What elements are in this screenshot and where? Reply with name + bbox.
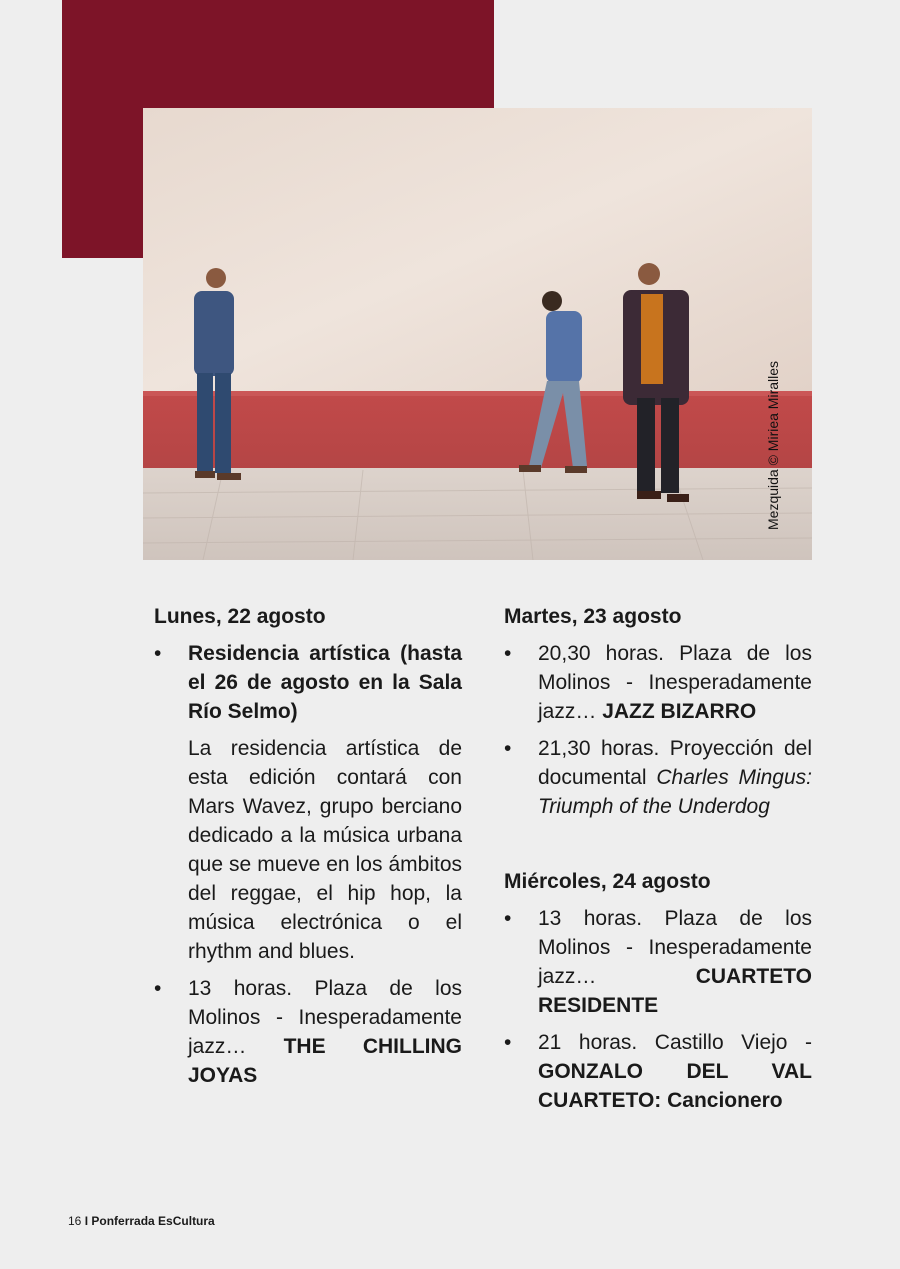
- event-text: 20,30 horas. Plaza de los Molinos - Inesperadamente jazz…: [538, 642, 812, 723]
- list-item: [504, 904, 812, 1020]
- bullet-icon: •: [504, 907, 512, 930]
- list-item: [154, 974, 462, 1090]
- publication-name: I Ponferrada EsCultura: [84, 1214, 215, 1228]
- event-title: Residencia artística (hasta el 26 de agosto en la Sala Río Selmo): [188, 642, 462, 723]
- list-item: [504, 1028, 812, 1115]
- event-text: 13 horas. Plaza de los Molinos - Inesperadamente jazz…: [188, 977, 462, 1058]
- page-number: 16: [68, 1214, 82, 1228]
- band-photo: [143, 108, 812, 560]
- bullet-icon: •: [154, 642, 162, 665]
- list-item: [504, 639, 812, 726]
- column-monday: [154, 602, 462, 1098]
- bullet-icon: •: [504, 642, 512, 665]
- bullet-icon: •: [504, 737, 512, 760]
- event-text: 21,30 horas. Proyección del documental: [538, 737, 812, 789]
- event-text: 21 horas. Castillo Viejo -: [538, 1031, 812, 1054]
- event-list: [154, 639, 462, 1090]
- event-text: 13 horas. Plaza de los Molinos - Inesperadamente jazz…: [538, 907, 812, 988]
- event-film-title: Charles Mingus: Triumph of the Underdog: [538, 766, 812, 818]
- event-artist: JAZZ BIZARRO: [602, 700, 757, 723]
- event-artist: THE CHILLING JOYAS: [188, 1035, 462, 1087]
- list-item: [154, 639, 462, 966]
- event-description: La residencia artística de esta edición contará con Mars Wavez, grupo berciano dedicado a la música urbana que se mueve en los ámbitos del reggae, el hip hop, la música electrónica o el rhythm and blues.: [188, 737, 462, 963]
- day-heading: Martes, 23 agosto: [504, 605, 682, 628]
- bullet-icon: •: [504, 1031, 512, 1054]
- event-list: [504, 904, 812, 1115]
- column-tuesday-wednesday: [504, 602, 812, 1123]
- day-heading: Lunes, 22 agosto: [154, 605, 326, 628]
- page-footer: [68, 1214, 215, 1228]
- photo-credit: Mezquida © Miriea Miralles: [765, 360, 781, 530]
- event-list: [504, 639, 812, 821]
- day-heading: Miércoles, 24 agosto: [504, 870, 711, 893]
- event-artist: GONZALO DEL VAL CUARTETO: Cancionero: [538, 1060, 812, 1112]
- event-artist: CUARTETO RESIDENTE: [538, 965, 812, 1017]
- bullet-icon: •: [154, 977, 162, 1000]
- list-item: [504, 734, 812, 821]
